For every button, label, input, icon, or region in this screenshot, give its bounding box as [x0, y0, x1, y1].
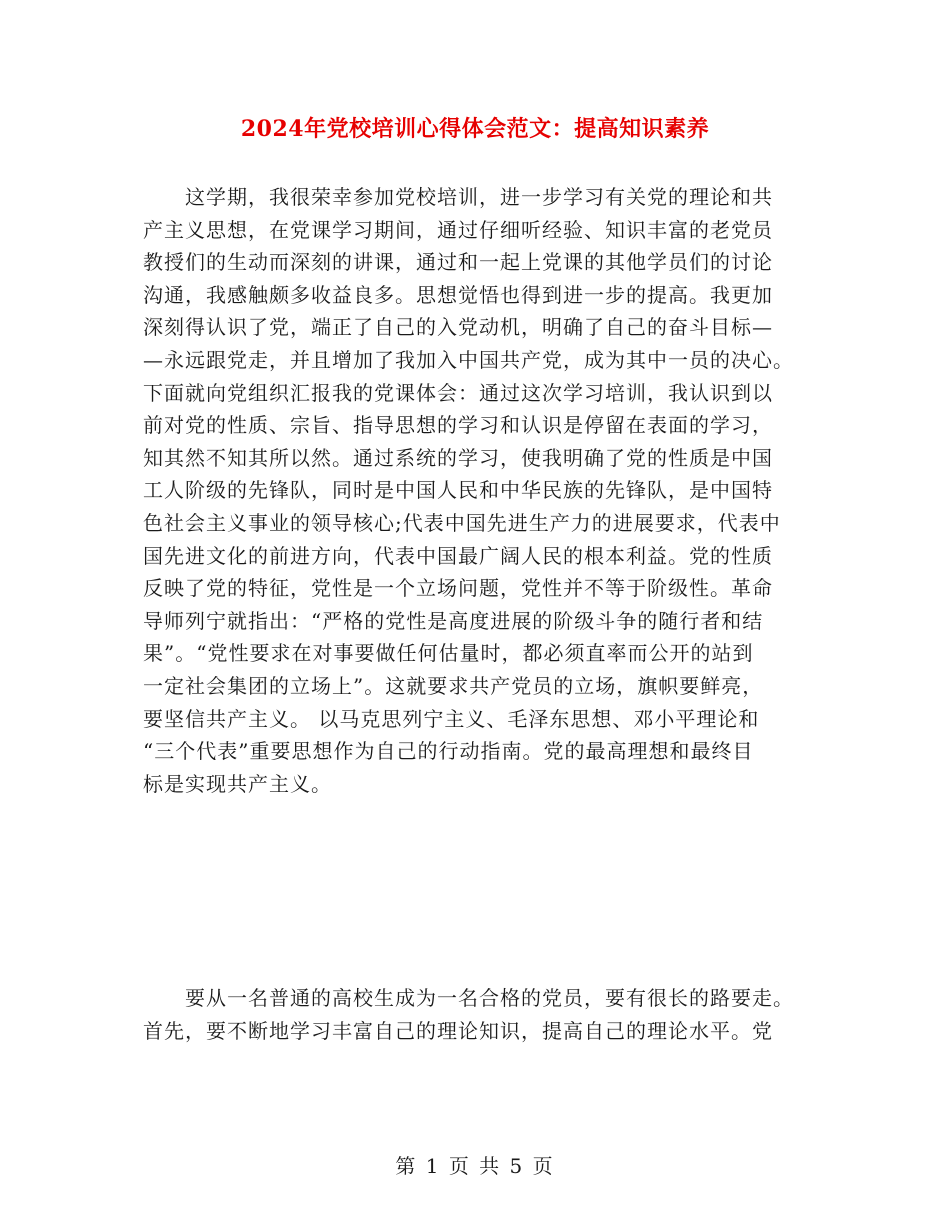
text-line: 要坚信共产主义。 以马克思列宁主义、毛泽东思想、邓小平理论和 — [143, 706, 760, 731]
page-number-footer: 第 1 页 共 5 页 — [395, 1154, 555, 1178]
text-line: 知其然不知其所以然。通过系统的学习，使我明确了党的性质是中国 — [143, 445, 773, 470]
text-line: 国先进文化的前进方向，代表中国最广阔人民的根本利益。党的性质 — [143, 543, 773, 568]
text-line: —永远跟党走，并且增加了我加入中国共产党，成为其中一员的决心。 — [143, 347, 794, 372]
text-line: 产主义思想，在党课学习期间，通过仔细听经验、知识丰富的老党员 — [143, 217, 773, 242]
text-line: 一定社会集团的立场上”。这就要求共产党员的立场，旗帜要鲜亮， — [143, 673, 764, 698]
document-title: 2024年党校培训心得体会范文：提高知识素养 — [240, 116, 710, 142]
text-line: “三个代表”重要思想作为自己的行动指南。党的最高理想和最终目 — [143, 739, 754, 764]
text-line: 色社会主义事业的领导核心;代表中国先进生产力的进展要求，代表中 — [143, 510, 781, 535]
text-line: 反映了党的特征，党性是一个立场问题，党性并不等于阶级性。革命 — [143, 576, 773, 601]
text-line: 前对党的性质、宗旨、指导思想的学习和认识是停留在表面的学习， — [143, 413, 773, 438]
text-line: 首先，要不断地学习丰富自己的理论知识，提高自己的理论水平。党 — [143, 1018, 773, 1043]
text-line: 果”。“党性要求在对事要做任何估量时，都必须直率而公开的站到 — [143, 641, 754, 666]
text-line: 标是实现共产主义。 — [143, 771, 332, 796]
text-line: 教授们的生动而深刻的讲课，通过和一起上党课的其他学员们的讨论 — [143, 250, 773, 275]
text-line: 下面就向党组织汇报我的党课体会：通过这次学习培训，我认识到以 — [143, 380, 773, 405]
text-line: 要从一名普通的高校生成为一名合格的党员，要有很长的路要走。 — [185, 986, 794, 1010]
text-line: 这学期，我很荣幸参加党校培训，进一步学习有关党的理论和共 — [185, 185, 773, 209]
text-line: 沟通，我感触颇多收益良多。思想觉悟也得到进一步的提高。我更加 — [143, 282, 773, 307]
text-line: 导师列宁就指出：“严格的党性是高度进展的阶级斗争的随行者和结 — [143, 608, 764, 633]
body-paragraph — [143, 982, 803, 1047]
body-paragraph — [143, 181, 803, 800]
text-line: 深刻得认识了党，端正了自己的入党动机，明确了自己的奋斗目标— — [143, 315, 773, 340]
text-line: 工人阶级的先锋队，同时是中国人民和中华民族的先锋队，是中国特 — [143, 478, 773, 503]
